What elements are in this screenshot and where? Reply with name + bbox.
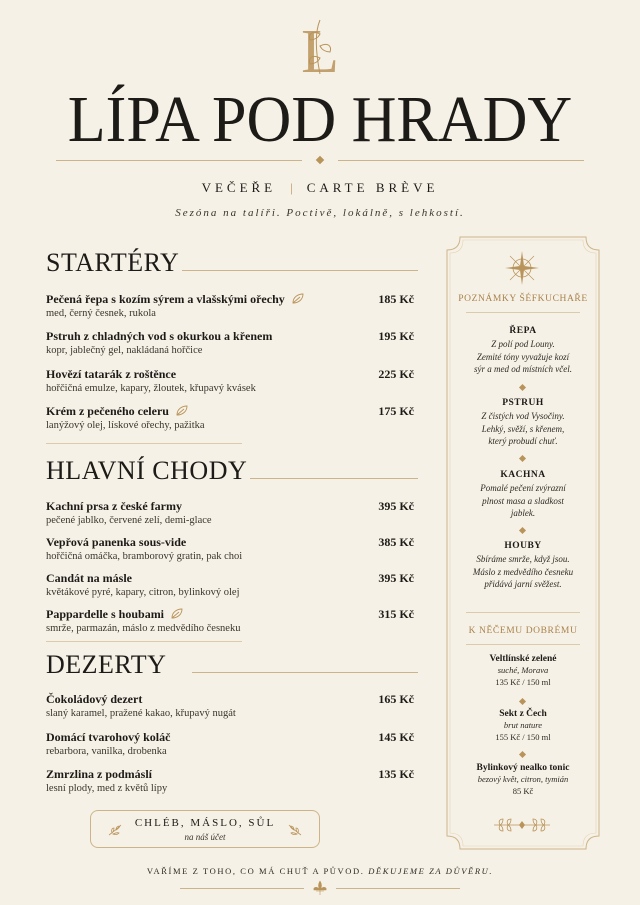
sprig-icon [287, 823, 303, 837]
menu-item [46, 767, 418, 801]
drink-item [446, 654, 600, 688]
item-price: 135 Kč [378, 767, 414, 781]
drink-price: 155 Kč / 150 ml [495, 732, 551, 742]
laurel-ornament-icon [490, 816, 554, 834]
item-description: rebarbora, vanilka, drobenka [46, 746, 167, 757]
chef-note [446, 541, 600, 591]
menu-item [46, 692, 418, 726]
bread-note-box [90, 810, 320, 848]
note-title: ŘEPA [509, 326, 537, 336]
note-line: Sbíráme smrže, když jsou. [476, 554, 570, 564]
note-line: Máslo z medvědího česneku [472, 566, 574, 577]
item-name: Pstruh z chladných vod s okurkou a křenem [46, 329, 273, 343]
menu-item [46, 535, 418, 569]
section-divider [46, 443, 242, 444]
compass-rose-icon [504, 250, 540, 286]
item-price: 165 Kč [378, 692, 414, 706]
leaf-icon [291, 293, 305, 305]
menu-subtitle [0, 180, 640, 196]
note-line: Z polí pod Louny. [491, 339, 555, 349]
subtitle-separator: | [290, 180, 293, 195]
item-name: Hovězí tatarák z roštěnce [46, 367, 177, 381]
item-name: Vepřová panenka sous-vide [46, 535, 187, 549]
note-line: který probudí chuť. [488, 436, 558, 446]
note-line: Zemité tóny vyvažuje kozí [476, 351, 570, 362]
note-line: sýr a med od místních včel. [474, 364, 572, 374]
drink-item [446, 709, 600, 743]
leaf-icon [175, 405, 189, 417]
item-price: 395 Kč [378, 571, 414, 585]
drink-item [446, 763, 600, 797]
drinks-heading: K NĚČEMU DOBRÉMU [468, 626, 578, 636]
item-name: Pappardelle s houbami [46, 607, 165, 621]
bread-title: CHLÉB, MÁSLO, SŮL [134, 817, 276, 829]
item-description: slaný karamel, pražené kakao, křupavý nugát [46, 708, 236, 719]
fleur-de-lis-icon [311, 880, 329, 896]
menu-item [46, 292, 418, 326]
note-line: Pomalé pečení zvýrazní [480, 483, 566, 493]
subtitle-dinner: VEČEŘE [201, 180, 277, 195]
item-description: hořčičná omáčka, bramborový gratin, pak choi [46, 551, 243, 562]
item-description: hořčičná emulze, kapary, žloutek, křupavý kvásek [46, 383, 256, 394]
drink-detail: brut nature [503, 720, 543, 730]
item-price: 225 Kč [378, 367, 414, 381]
svg-text:L: L [301, 18, 339, 80]
item-price: 185 Kč [378, 292, 414, 306]
chef-note [446, 470, 600, 520]
section-desserts-heading [46, 648, 418, 682]
item-description: lanýžový olej, lískové ořechy, pažitka [46, 420, 205, 431]
item-price: 395 Kč [378, 499, 414, 513]
note-title: HOUBY [504, 541, 542, 551]
header-divider [56, 154, 584, 168]
item-name: Zmrzlina z podmáslí [46, 767, 153, 781]
item-description: med, černý česnek, rukola [46, 308, 156, 319]
leaf-icon [170, 608, 184, 620]
chef-notes-heading: POZNÁMKY ŠÉFKUCHAŘE [458, 294, 588, 304]
footer-main: VAŘÍME Z TOHO, CO MÁ CHUŤ A PŮVOD. [146, 866, 365, 876]
item-price: 175 Kč [378, 404, 414, 418]
item-description: kopr, jablečný gel, nakládaná hořčice [46, 345, 203, 356]
drink-name: Veltlínské zelené [489, 654, 557, 664]
footer-note [0, 866, 640, 876]
note-line: jablek. [510, 508, 536, 518]
menu-item [46, 404, 418, 438]
section-title: DEZERTY [46, 650, 167, 679]
section-title: STARTÉRY [46, 248, 180, 277]
item-price: 315 Kč [378, 607, 414, 621]
drink-detail: bezový květ, citron, tymián [477, 774, 569, 784]
drink-detail: suché, Morava [497, 665, 549, 675]
item-name: Krém z pečeného celeru [46, 404, 169, 418]
item-price: 145 Kč [378, 730, 414, 744]
note-line: Z čistých vod Vysočiny. [481, 411, 565, 421]
item-price: 385 Kč [378, 535, 414, 549]
drink-price: 135 Kč / 150 ml [495, 677, 551, 687]
note-line: plnost masa a sladkost [482, 495, 564, 506]
bread-note: na náš účet [184, 832, 226, 842]
item-name: Kachní prsa z české farmy [46, 499, 182, 513]
section-title: HLAVNÍ CHODY [46, 456, 248, 485]
note-line: Lehký, svěží, s křenem, [481, 423, 565, 434]
subtitle-carte: CARTE BRÈVE [306, 180, 439, 195]
item-name: Domácí tvarohový koláč [46, 730, 171, 744]
item-description: lesní plody, med z květů lípy [46, 783, 168, 794]
menu-item [46, 571, 418, 605]
menu-item [46, 499, 418, 533]
item-description: smrže, parmazán, máslo z medvědího česneku [46, 623, 241, 634]
drink-price: 85 Kč [512, 786, 534, 796]
menu-item [46, 730, 418, 764]
note-line: přidává jarní svěžest. [484, 579, 562, 589]
item-description: pečené jablko, červené zelí, demi-glace [46, 515, 212, 526]
chef-note [446, 326, 600, 376]
monogram-logo [270, 14, 370, 80]
item-price: 195 Kč [378, 329, 414, 343]
drink-name: Bylinkový nealko tonic [476, 763, 570, 773]
menu-item [46, 607, 418, 641]
section-divider [46, 641, 242, 642]
item-description: květákové pyré, kapary, citron, bylinkový olej [46, 587, 240, 598]
note-title: KACHNA [500, 470, 546, 480]
section-starters-heading [46, 246, 418, 280]
footer-thanks: DĚKUJEME ZA DŮVĚRU. [368, 866, 494, 876]
tagline: Sezóna na talíři. Poctivě, lokálně, s lehkostí. [175, 207, 465, 219]
item-name: Čokoládový dezert [46, 692, 143, 706]
section-mains-heading [46, 454, 418, 488]
drink-name: Sekt z Čech [499, 709, 547, 719]
restaurant-name: LÍPA POD HRADY [67, 83, 573, 156]
menu-item [46, 329, 418, 363]
item-name: Pečená řepa s kozím sýrem a vlašskými ořechy [46, 292, 285, 306]
item-name: Candát na másle [46, 571, 133, 585]
menu-item [46, 367, 418, 401]
note-title: PSTRUH [502, 398, 544, 408]
chef-note [446, 398, 600, 448]
